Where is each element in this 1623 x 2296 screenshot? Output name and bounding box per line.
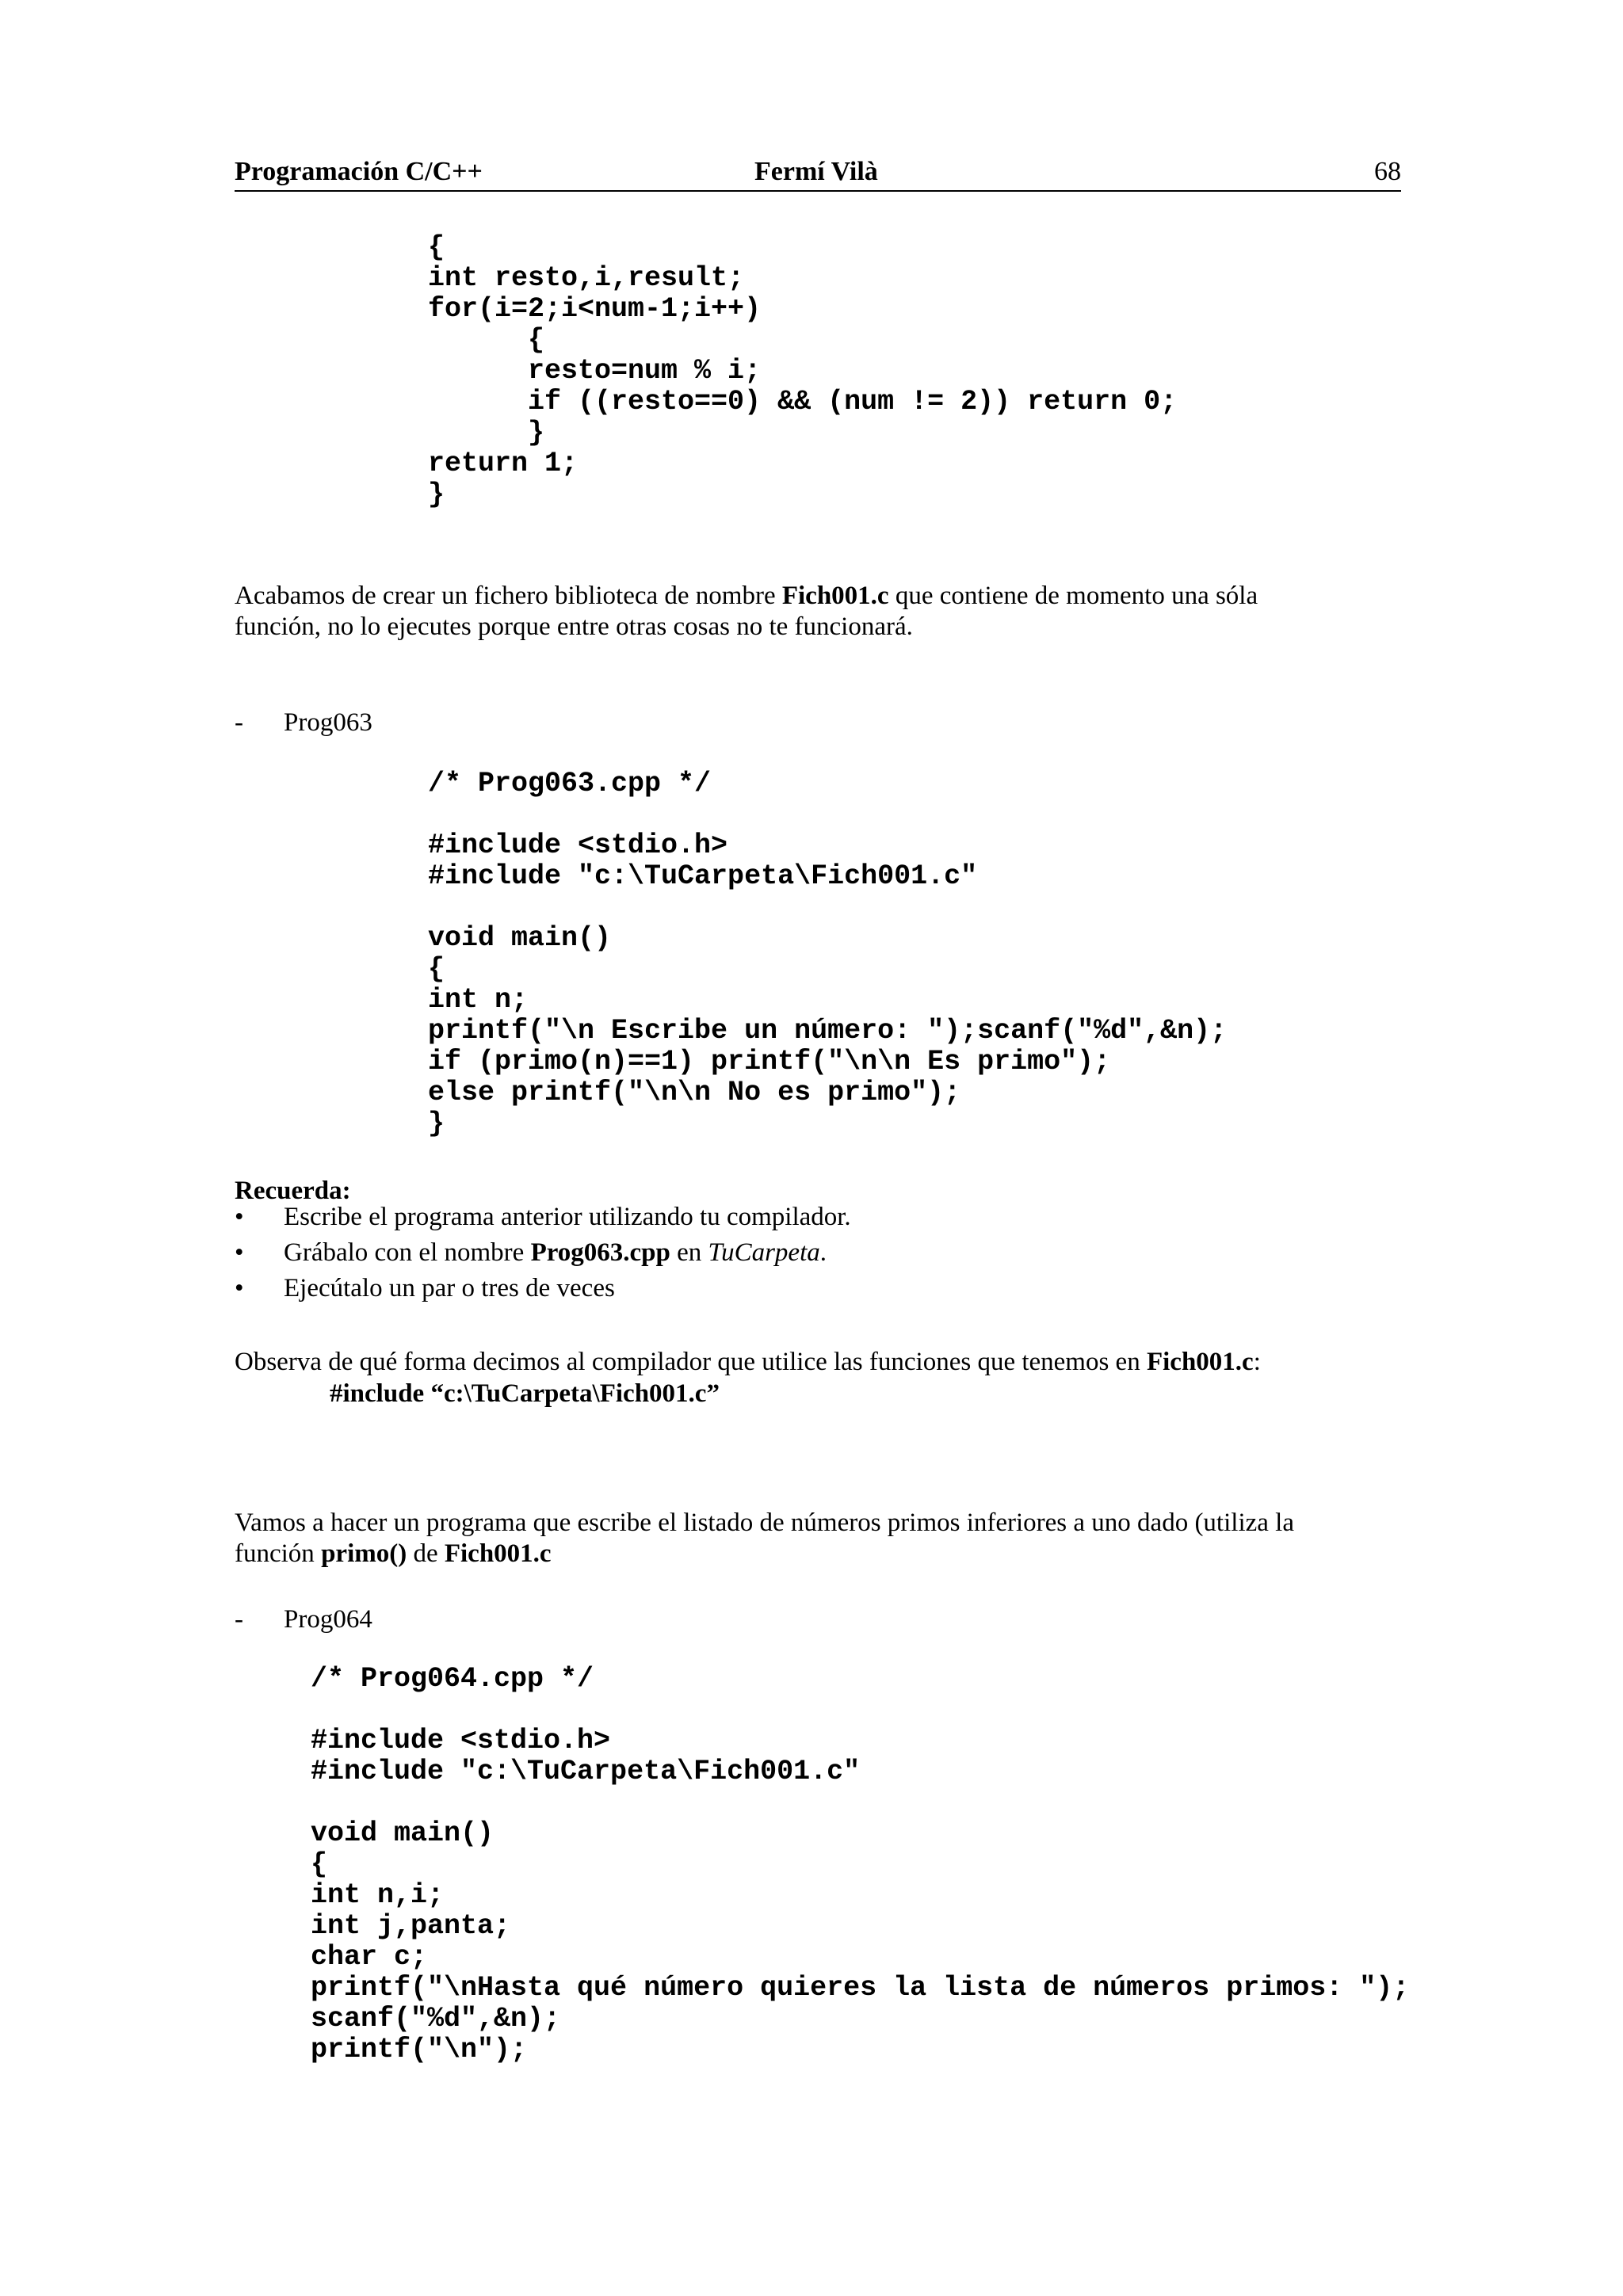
- filename-bold: Fich001.c: [1146, 1348, 1254, 1376]
- include-example-line: #include “c:\TuCarpeta\Fich001.c”: [330, 1379, 720, 1408]
- paragraph-text: Observa de qué forma decimos al compilador que utilice las funciones que tenemos en: [235, 1348, 1147, 1376]
- paragraph-observa: [235, 1347, 1407, 1378]
- function-name-bold: primo(): [321, 1539, 407, 1568]
- filename-bold: Fich001.c: [444, 1539, 552, 1568]
- bullet-text-part: en: [670, 1238, 708, 1267]
- list-dash: -: [235, 1605, 243, 1634]
- folder-italic: TuCarpeta: [708, 1238, 820, 1267]
- bullet-dot: •: [235, 1238, 244, 1267]
- filename-bold: Prog063.cpp: [530, 1238, 670, 1267]
- header-page-number: 68: [1374, 157, 1401, 186]
- bullet-dot: •: [235, 1203, 244, 1231]
- page-header: [235, 155, 1401, 192]
- bullet-text: Ejecútalo un par o tres de veces: [284, 1274, 615, 1302]
- code-block-fich001: { int resto,i,result; for(i=2;i<num-1;i++) { resto=num % i; if ((resto==0) && (num != 2)) return 0; } return 1; }: [428, 231, 1178, 510]
- bullet-text-part: Grábalo con el nombre: [284, 1238, 531, 1267]
- bullet-dot: •: [235, 1274, 244, 1302]
- bullet-text: Escribe el programa anterior utilizando tu compilador.: [284, 1203, 851, 1231]
- paragraph-fich001-description: [235, 581, 1407, 643]
- filename-bold: Fich001.c: [781, 582, 889, 610]
- paragraph-text: Acabamos de crear un fichero biblioteca de nombre: [235, 582, 782, 610]
- header-author: Fermí Vilà: [754, 157, 878, 186]
- paragraph-text: función, no lo ejecutes porque entre otras cosas no te funcionará.: [235, 612, 913, 641]
- program-label: Prog063: [284, 708, 372, 737]
- paragraph-text: Vamos a hacer un programa que escribe el listado de números primos inferiores a uno dado (utiliza la: [235, 1508, 1294, 1537]
- header-book-title: Programación C/C++: [235, 157, 483, 186]
- code-block-prog064: /* Prog064.cpp */ #include <stdio.h> #include "c:\TuCarpeta\Fich001.c" void main() { int n,i; int j,panta; char c; printf("\nHasta qué número quieres la lista de números primos: "); scanf("%d",&n); printf("\n");: [311, 1663, 1410, 2065]
- bullet-text: [284, 1238, 827, 1268]
- paragraph-text: que contiene de momento una sóla: [888, 582, 1258, 610]
- paragraph-text: :: [1253, 1348, 1261, 1376]
- paragraph-text: función: [235, 1539, 322, 1568]
- bullet-text-part: .: [819, 1238, 827, 1267]
- program-label: Prog064: [284, 1605, 372, 1634]
- recuerda-title: Recuerda:: [235, 1177, 351, 1205]
- paragraph-vamos: [235, 1508, 1407, 1569]
- paragraph-text: de: [407, 1539, 445, 1568]
- list-dash: -: [235, 708, 243, 737]
- code-block-prog063: /* Prog063.cpp */ #include <stdio.h> #include "c:\TuCarpeta\Fich001.c" void main() { int n; printf("\n Escribe un número: ");scanf("%d",&n); if (primo(n)==1) printf("\n\n Es primo"); else printf("\n\n No es primo"); }: [428, 768, 1228, 1139]
